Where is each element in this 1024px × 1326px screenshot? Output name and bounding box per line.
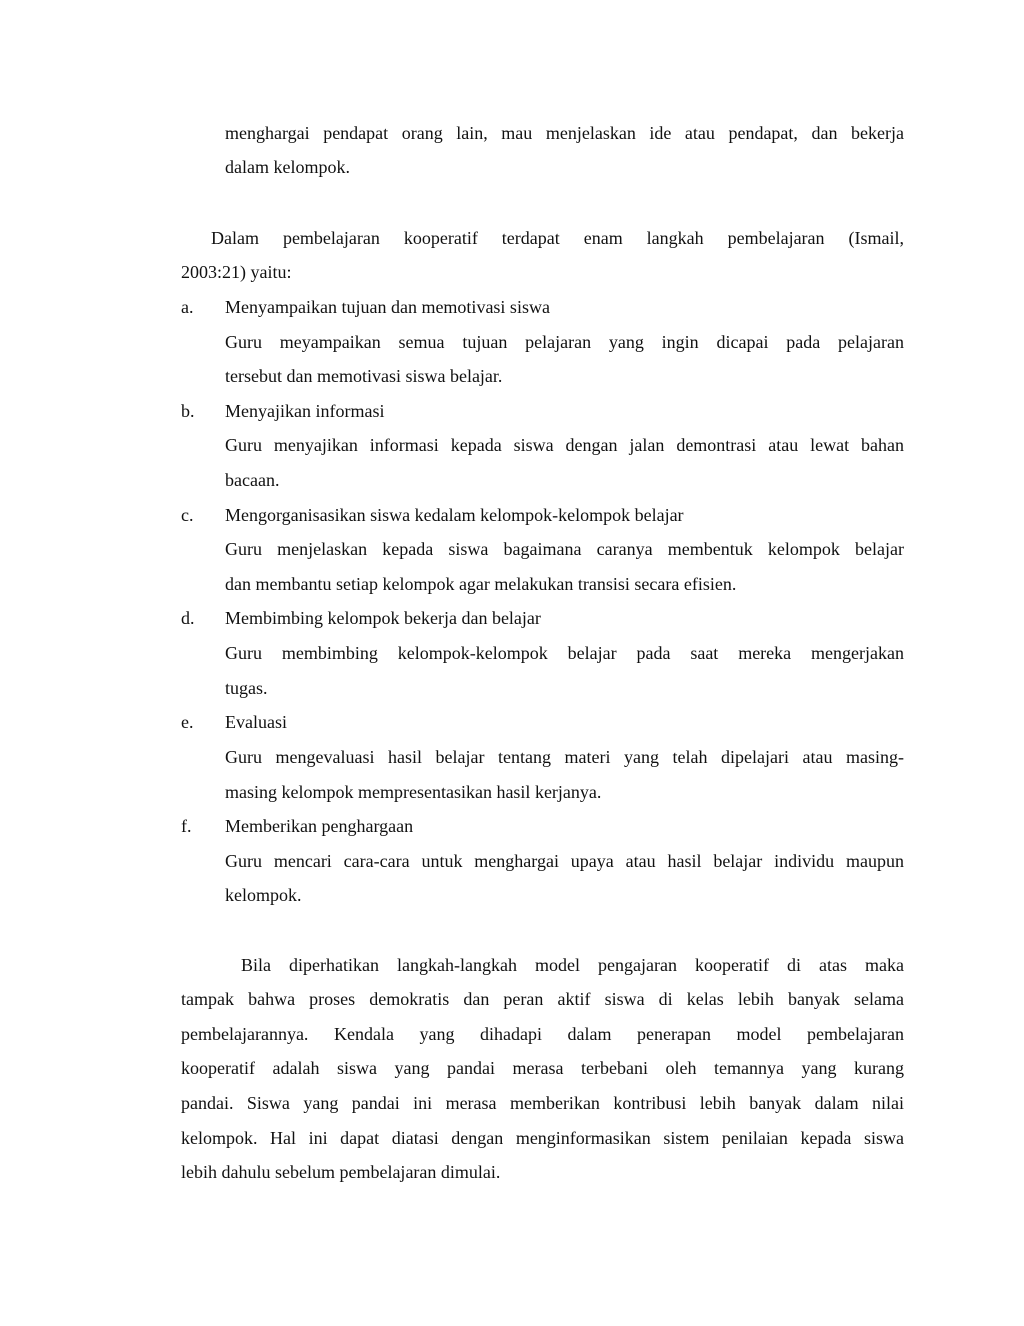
step-description-line-2: kelompok.	[225, 885, 302, 905]
paragraph2-line: kooperatif adalah siswa yang pandai merasa terbebani oleh temannya yang kurang	[181, 1058, 904, 1078]
step-description-line-2: bacaan.	[225, 470, 280, 490]
paragraph2-line: lebih dahulu sebelum pembelajaran dimulai.	[181, 1162, 501, 1182]
step-description-line-2: dan membantu setiap kelompok agar melakukan transisi secara efisien.	[225, 574, 737, 594]
step-description-line-1: Guru menyajikan informasi kepada siswa dengan jalan demontrasi atau lewat bahan	[225, 435, 904, 455]
list-marker: e.	[181, 712, 194, 732]
step-description-line-2: tersebut dan memotivasi siswa belajar.	[225, 366, 503, 386]
step-title: Evaluasi	[225, 712, 287, 732]
step-description-line-1: Guru menjelaskan kepada siswa bagaimana caranya membentuk kelompok belajar	[225, 539, 904, 559]
paragraph2-line: pandai. Siswa yang pandai ini merasa memberikan kontribusi lebih banyak dalam nilai	[181, 1093, 904, 1113]
paragraph2-line: Bila diperhatikan langkah-langkah model pengajaran kooperatif di atas maka	[241, 955, 904, 975]
list-marker: c.	[181, 505, 194, 525]
step-description-line-2: tugas.	[225, 678, 268, 698]
intro-line-2: dalam kelompok.	[225, 157, 350, 177]
step-description-line-1: Guru membimbing kelompok-kelompok belajar pada saat mereka mengerjakan	[225, 643, 904, 663]
step-description-line-2: masing kelompok mempresentasikan hasil kerjanya.	[225, 782, 602, 802]
step-title: Mengorganisasikan siswa kedalam kelompok-kelompok belajar	[225, 505, 684, 525]
step-description-line-1: Guru mengevaluasi hasil belajar tentang materi yang telah dipelajari atau masing-	[225, 747, 904, 767]
list-marker: a.	[181, 297, 194, 317]
intro-line-1: menghargai pendapat orang lain, mau menjelaskan ide atau pendapat, dan bekerja	[225, 123, 904, 143]
list-marker: b.	[181, 401, 195, 421]
paragraph1-line-2: 2003:21) yaitu:	[181, 262, 292, 282]
step-title: Menyampaikan tujuan dan memotivasi siswa	[225, 297, 550, 317]
list-marker: d.	[181, 608, 195, 628]
step-description-line-1: Guru mencari cara-cara untuk menghargai upaya atau hasil belajar individu maupun	[225, 851, 904, 871]
step-description-line-1: Guru meyampaikan semua tujuan pelajaran yang ingin dicapai pada pelajaran	[225, 332, 904, 352]
paragraph2-line: tampak bahwa proses demokratis dan peran aktif siswa di kelas lebih banyak selama	[181, 989, 904, 1009]
step-title: Menyajikan informasi	[225, 401, 385, 421]
paragraph2-line: pembelajarannya. Kendala yang dihadapi dalam penerapan model pembelajaran	[181, 1024, 904, 1044]
paragraph1-line-1: Dalam pembelajaran kooperatif terdapat enam langkah pembelajaran (Ismail,	[211, 228, 904, 248]
paragraph2-line: kelompok. Hal ini dapat diatasi dengan menginformasikan sistem penilaian kepada siswa	[181, 1128, 904, 1148]
step-title: Membimbing kelompok bekerja dan belajar	[225, 608, 541, 628]
list-marker: f.	[181, 816, 192, 836]
step-title: Memberikan penghargaan	[225, 816, 414, 836]
